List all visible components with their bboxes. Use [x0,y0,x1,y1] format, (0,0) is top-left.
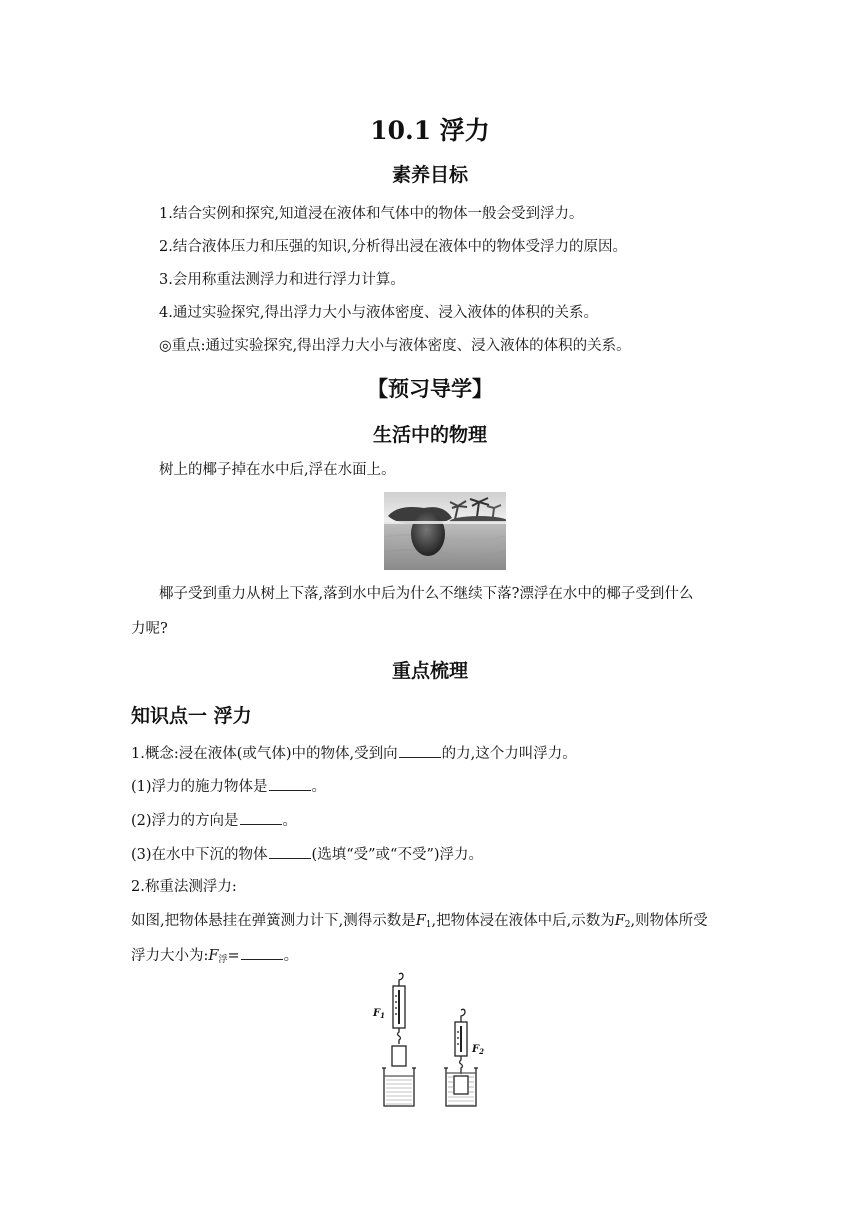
concept-line [131,743,577,764]
knowledge-point-1-title: 知识点一 浮力 [131,705,252,727]
beaker-left [384,1068,414,1106]
question-3-end: (选填“受”或“不受”)浮力。 [311,847,484,863]
question-2-text: (2)浮力的方向是 [131,813,239,829]
coconut-photo-svg [384,492,506,570]
question-1-end: 。 [311,779,327,795]
spring-scale-figure [368,972,498,1108]
question-1-line [131,776,326,797]
spring-scale-svg [368,972,498,1108]
question-1-text: (1)浮力的施力物体是 [131,779,268,795]
weighing-text-1c: ,则物体所受 [630,913,708,929]
hook-left-top [399,973,403,986]
page-title: 10.1 浮力 [370,116,490,145]
question-2-end: 。 [282,813,298,829]
goal-item-2: 2.结合液体压力和压强的知识,分析得出浸在液体中的物体受浮力的原因。 [159,239,627,255]
hook-right-bottom [460,1056,463,1074]
hook-right-top [461,1009,465,1022]
weighing-text-1a: 如图,把物体悬挂在弹簧测力计下,测得示数是 [131,913,416,929]
symbol-f-float: F [208,948,219,964]
question-3-line [131,844,483,865]
concept-blank[interactable] [399,743,441,758]
goal-item-4: 4.通过实验探究,得出浮力大小与液体密度、浸入液体的体积的关系。 [159,305,598,321]
concept-text-a: 1.概念:浸在液体(或气体)中的物体,受到向 [131,746,398,762]
preview-question-line-1: 椰子受到重力从树上下落,落到水中后为什么不继续下落?漂浮在水中的椰子受到什么 [159,586,694,602]
question-3-blank[interactable] [269,844,311,859]
figure-label-f2: $F_2$ [472,1044,484,1056]
preview-question-line-2: 力呢? [131,621,168,637]
life-physics-heading: 生活中的物理 [372,424,487,446]
goal-item-3: 3.会用称重法测浮力和进行浮力计算。 [159,272,405,288]
weighing-method-title: 2.称重法测浮力: [131,879,237,895]
key-points-heading: 重点梳理 [391,660,468,682]
goal-key-point: ◎重点:通过实验探究,得出浮力大小与液体密度、浸入液体的体积的关系。 [159,338,631,354]
question-3-text: (3)在水中下沉的物体 [131,847,268,863]
weighing-text-2a: 浮力大小为: [131,948,209,964]
concept-text-b: 的力,这个力叫浮力。 [441,746,577,762]
weighing-text-2c: 。 [283,948,299,964]
object-left [392,1046,406,1066]
symbol-f2: F [614,913,625,929]
preview-intro: 树上的椰子掉在水中后,浮在水面上。 [159,462,396,478]
hook-left-bottom [398,1028,401,1044]
weighing-text-1b: ,把物体浸在液体中后,示数为 [431,913,615,929]
weighing-text-2b: = [227,948,240,964]
weighing-line-2 [131,945,298,970]
goal-item-1: 1.结合实例和探究,知道浸在液体和气体中的物体一般会受到浮力。 [159,206,584,222]
object-right [454,1076,468,1094]
symbol-f1-sub: 1 [425,920,432,930]
question-1-blank[interactable] [269,776,311,791]
symbol-f-float-sub: 浮 [218,955,228,965]
float-force-blank[interactable] [241,945,283,960]
symbol-f2-sub: 2 [624,920,631,930]
coconut-floating-photo [384,492,506,570]
goals-heading: 素养目标 [391,164,468,186]
question-2-blank[interactable] [240,810,282,825]
figure-label-f1: $F_1$ [373,1008,385,1020]
question-2-line [131,810,297,831]
preview-heading: 【预习导学】 [367,377,493,401]
weighing-line-1 [131,911,708,935]
symbol-f1: F [415,913,426,929]
